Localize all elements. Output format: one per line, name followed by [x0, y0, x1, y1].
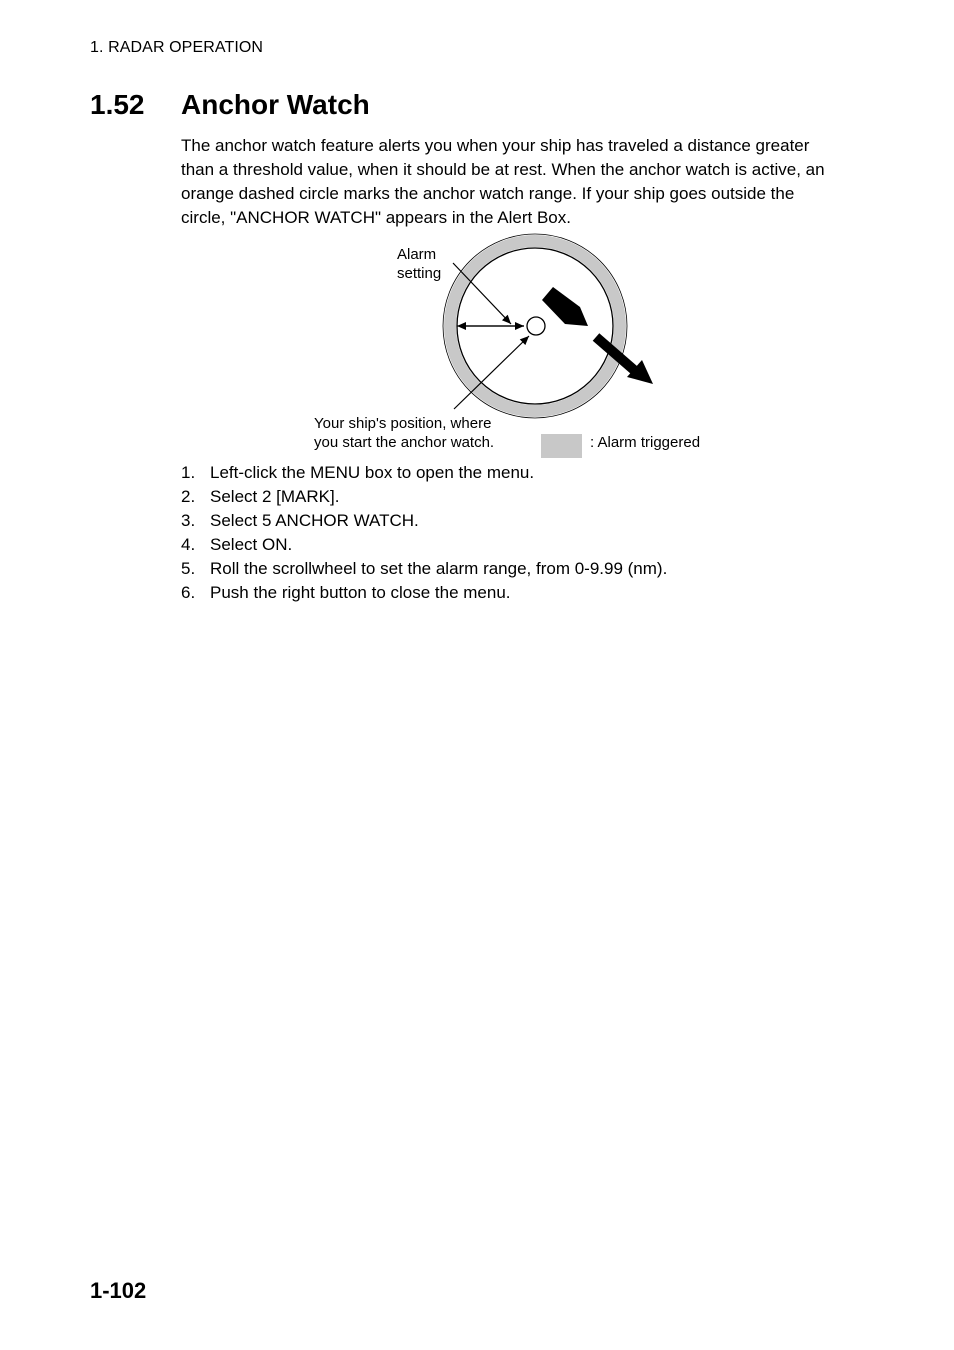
step-item	[181, 485, 667, 509]
section-number: 1.52	[90, 89, 145, 120]
step-item	[181, 581, 667, 605]
step-item	[181, 509, 667, 533]
intro-paragraph: The anchor watch feature alerts you when your ship has traveled a distance greater than a threshold value, when it should be at rest. When the anchor watch is active, an orange dashed circle marks the anchor watch range. If your ship goes outside the circle, "ANCHOR WATCH" appears in the Alert Box.	[181, 136, 825, 227]
step-number: 1.	[181, 463, 196, 482]
step-text: Push the right button to close the menu.	[210, 583, 511, 602]
step-text: Select 2 [MARK].	[210, 487, 340, 506]
step-text: Select 5 ANCHOR WATCH.	[210, 511, 419, 530]
ship-icon	[542, 287, 588, 326]
page-number: 1-102	[90, 1278, 147, 1303]
alarm-setting-label: Alarm setting	[397, 246, 442, 282]
step-number: 4.	[181, 535, 196, 554]
anchor-watch-diagram	[300, 225, 730, 465]
ship-position-label: Your ship's position, where you start the anchor watch.	[314, 415, 495, 451]
start-position-marker	[527, 317, 545, 335]
step-text: Select ON.	[210, 535, 293, 554]
step-item	[181, 461, 667, 485]
step-item	[181, 557, 667, 581]
legend-label: : Alarm triggered	[590, 434, 701, 451]
procedure-steps	[181, 461, 667, 605]
step-item	[181, 533, 667, 557]
running-header: 1. RADAR OPERATION	[90, 39, 264, 56]
step-number: 6.	[181, 583, 196, 602]
step-number: 5.	[181, 559, 196, 578]
step-number: 2.	[181, 487, 196, 506]
step-text: Roll the scrollwheel to set the alarm range, from 0-9.99 (nm).	[210, 559, 668, 578]
step-text: Left-click the MENU box to open the menu.	[210, 463, 535, 482]
section-title: Anchor Watch	[181, 89, 370, 120]
step-number: 3.	[181, 511, 196, 530]
legend-swatch	[541, 434, 582, 458]
